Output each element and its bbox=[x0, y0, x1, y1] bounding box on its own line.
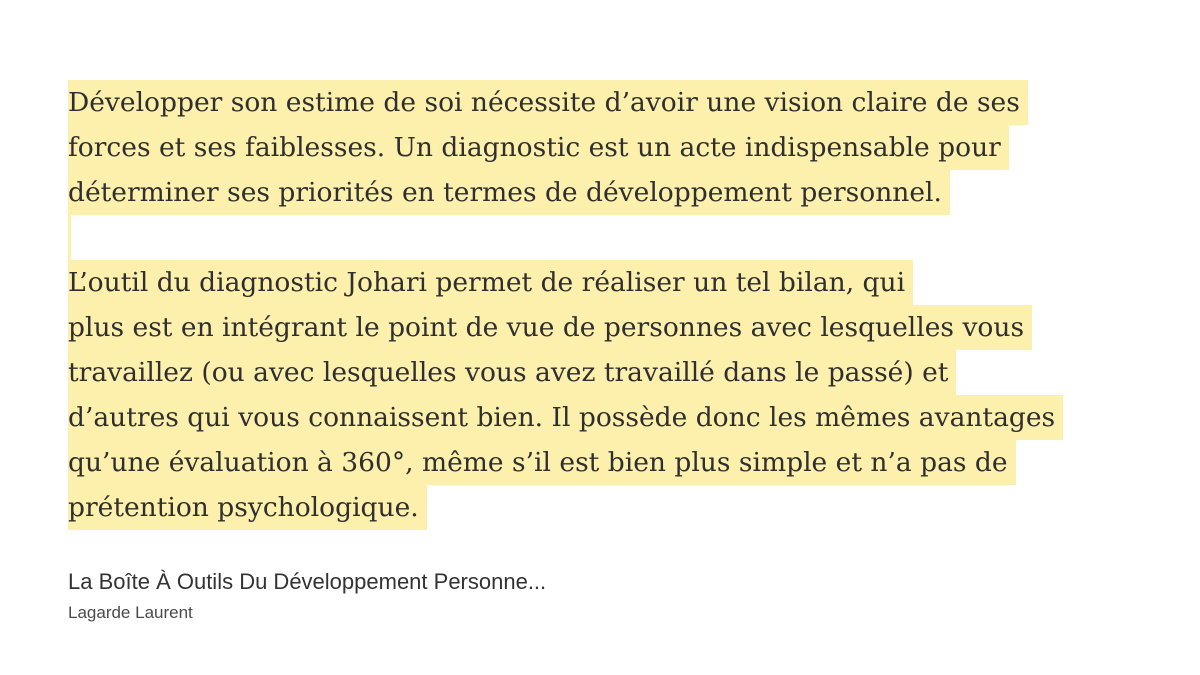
highlight-line: forces et ses faiblesses. Un diagnostic est un acte indispensable pour bbox=[68, 125, 1009, 170]
book-author: Lagarde Laurent bbox=[68, 603, 193, 622]
highlight-quote[interactable] bbox=[68, 80, 1148, 530]
paragraph-break bbox=[68, 215, 1148, 260]
highlight-line: prétention psychologique. bbox=[68, 485, 427, 530]
highlight-line: qu’une évaluation à 360°, même s’il est bien plus simple et n’a pas de bbox=[68, 440, 1016, 485]
book-title[interactable]: La Boîte À Outils Du Développement Personne... bbox=[68, 569, 547, 594]
highlight-sliver bbox=[68, 215, 71, 260]
book-source[interactable] bbox=[68, 568, 1148, 624]
highlight-line: plus est en intégrant le point de vue de personnes avec lesquelles vous bbox=[68, 305, 1032, 350]
highlight-line: d’autres qui vous connaissent bien. Il possède donc les mêmes avantages bbox=[68, 395, 1063, 440]
highlight-line: travaillez (ou avec lesquelles vous avez travaillé dans le passé) et bbox=[68, 350, 956, 395]
highlight-card[interactable] bbox=[68, 80, 1148, 624]
highlight-line: L’outil du diagnostic Johari permet de réaliser un tel bilan, qui bbox=[68, 260, 913, 305]
highlight-line: Développer son estime de soi nécessite d’avoir une vision claire de ses bbox=[68, 80, 1028, 125]
highlight-line: déterminer ses priorités en termes de développement personnel. bbox=[68, 170, 950, 215]
